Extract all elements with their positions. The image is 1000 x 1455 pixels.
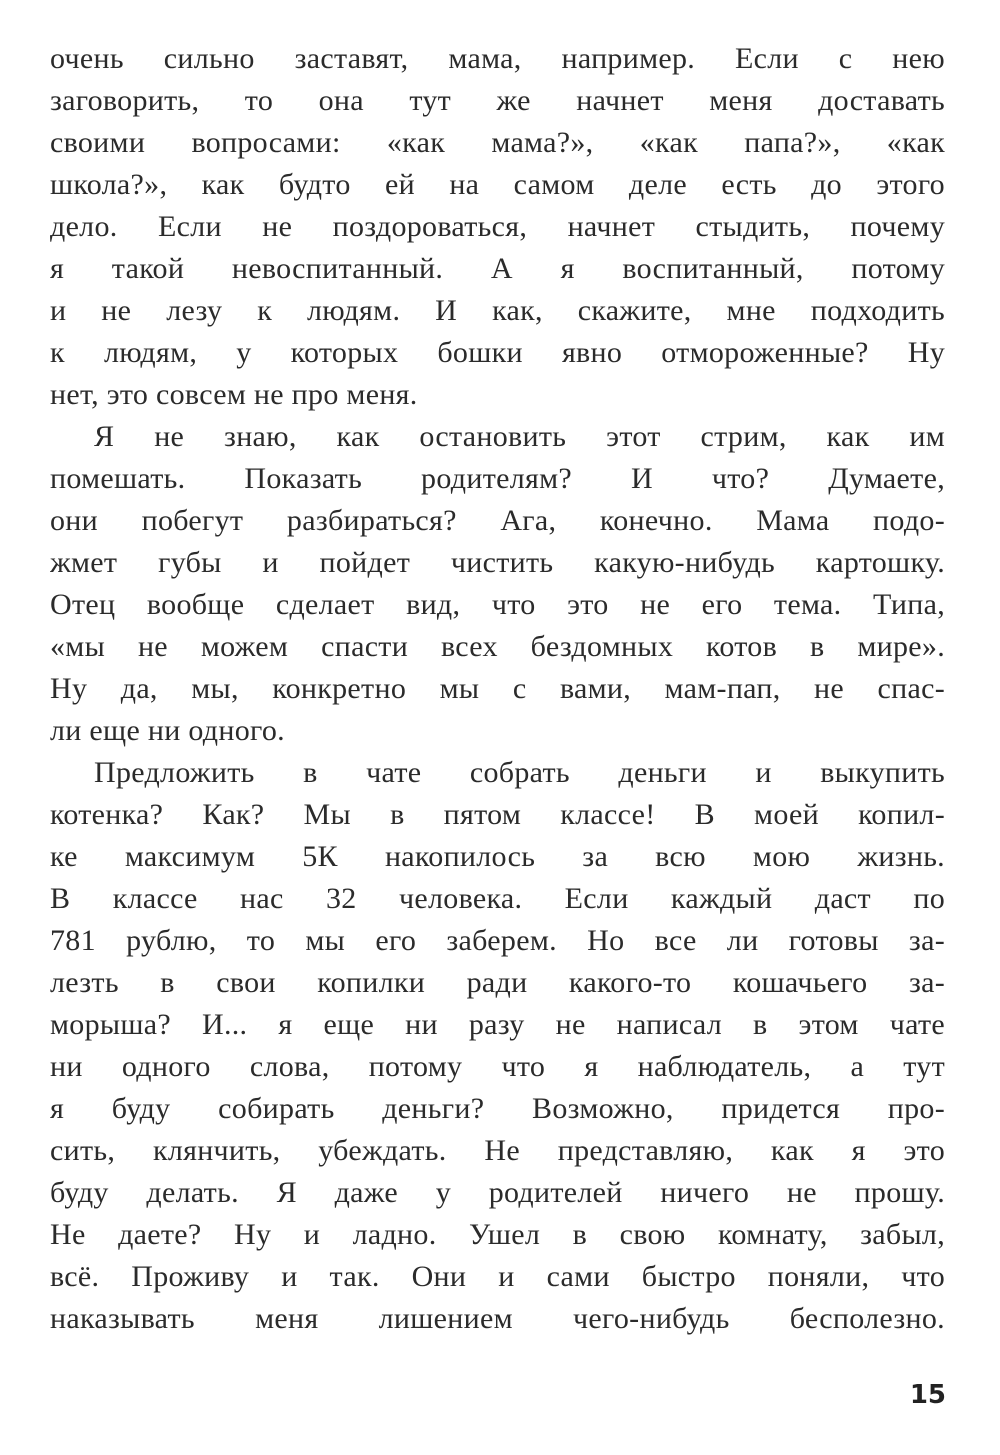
text-line: школа?», как будто ей на самом деле есть до этого xyxy=(50,168,945,201)
text-line: 781 рублю, то мы его заберем. Но все ли готовы за- xyxy=(50,924,945,957)
text-line: очень сильно заставят, мама, например. Если с нею xyxy=(50,42,945,75)
text-line: наказывать меня лишением чего-нибудь бесполезно. xyxy=(50,1302,945,1335)
text-line: и не лезу к людям. И как, скажите, мне подходить xyxy=(50,294,945,327)
text-line: я такой невоспитанный. А я воспитанный, потому xyxy=(50,252,945,285)
text-line: жмет губы и пойдет чистить какую-нибудь картошку. xyxy=(50,546,945,579)
text-line: В классе нас 32 человека. Если каждый даст по xyxy=(50,882,945,915)
paragraph-first-line: Предложить в чате собрать деньги и выкупить xyxy=(94,756,945,789)
text-line: буду делать. Я даже у родителей ничего не прошу. xyxy=(50,1176,945,1209)
page-number: 15 xyxy=(909,1380,946,1410)
text-line: ли еще ни одного. xyxy=(50,714,285,747)
text-line: своими вопросами: «как мама?», «как папа?», «как xyxy=(50,126,945,159)
text-line: всё. Проживу и так. Они и сами быстро поняли, что xyxy=(50,1260,945,1293)
text-line: котенка? Как? Мы в пятом классе! В моей копил- xyxy=(50,798,945,831)
text-line: сить, клянчить, убеждать. Не представляю, как я это xyxy=(50,1134,945,1167)
text-line: они побегут разбираться? Ага, конечно. Мама подо- xyxy=(50,504,945,537)
paragraph-first-line: Я не знаю, как остановить этот стрим, как им xyxy=(94,420,945,453)
text-line: «мы не можем спасти всех бездомных котов в мире». xyxy=(50,630,945,663)
body-text xyxy=(50,38,945,1340)
text-line: Отец вообще сделает вид, что это не его тема. Типа, xyxy=(50,588,945,621)
text-line: помешать. Показать родителям? И что? Думаете, xyxy=(50,462,945,495)
text-line: лезть в свои копилки ради какого-то кошачьего за- xyxy=(50,966,945,999)
text-line: нет, это совсем не про меня. xyxy=(50,378,418,411)
text-line: Ну да, мы, конкретно мы с вами, мам-пап, не спас- xyxy=(50,672,945,705)
text-line: к людям, у которых бошки явно отмороженные? Ну xyxy=(50,336,945,369)
text-line: морыша? И... я еще ни разу не написал в этом чате xyxy=(50,1008,945,1041)
text-line: дело. Если не поздороваться, начнет стыдить, почему xyxy=(50,210,945,243)
text-line: ке максимум 5К накопилось за всю мою жизнь. xyxy=(50,840,945,873)
text-line: я буду собирать деньги? Возможно, придется про- xyxy=(50,1092,945,1125)
text-line: заговорить, то она тут же начнет меня доставать xyxy=(50,84,945,117)
text-line: Не даете? Ну и ладно. Ушел в свою комнату, забыл, xyxy=(50,1218,945,1251)
text-line: ни одного слова, потому что я наблюдатель, а тут xyxy=(50,1050,945,1083)
